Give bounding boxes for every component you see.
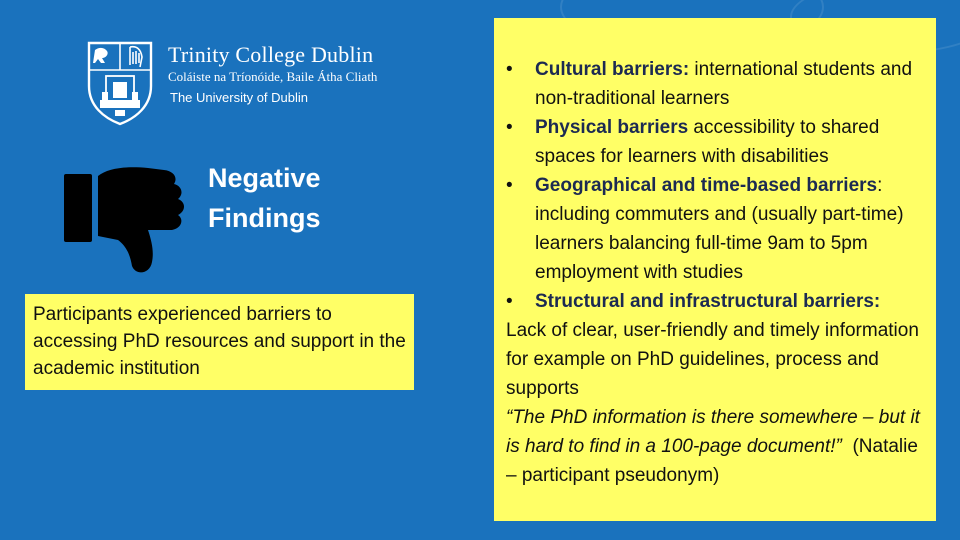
finding-item	[506, 55, 926, 113]
findings-box	[494, 18, 936, 521]
summary-text: Participants experienced barriers to accessing PhD resources and support in the academic institution	[33, 304, 406, 379]
finding-item	[506, 171, 926, 287]
summary-box	[25, 294, 414, 390]
title-line-1: Negative	[208, 163, 321, 193]
page-title	[208, 158, 321, 238]
finding-text: international students and non-traditional learners	[535, 59, 913, 109]
thumbs-down-icon	[62, 162, 188, 280]
title-line-2: Findings	[208, 203, 321, 233]
logo-subtitle: Coláiste na Tríonóide, Baile Átha Cliath	[168, 69, 378, 84]
quote-attribution: (Natalie – participant pseudonym)	[506, 436, 924, 486]
finding-item	[506, 287, 926, 316]
finding-text: accessibility to shared spaces for learners with disabilities	[535, 117, 880, 167]
participant-quote: “The PhD information is there somewhere – but it is hard to find in a 100-page document!”	[506, 407, 920, 457]
quote-block	[506, 403, 926, 490]
crest-icon	[86, 40, 154, 126]
finding-title: Geographical and time-based barriers	[535, 175, 878, 196]
structural-text: Lack of clear, user-friendly and timely information for example on PhD guidelines, process and supports	[506, 320, 919, 399]
logo-university: The University of Dublin	[170, 90, 308, 105]
finding-title: Structural and infrastructural barriers:	[535, 291, 881, 312]
finding-item	[506, 113, 926, 171]
finding-text: : including commuters and (usually part-time) learners balancing full-time 9am to 5pm employment with studies	[535, 175, 904, 283]
logo-title: Trinity College Dublin	[168, 42, 374, 67]
finding-title: Physical barriers	[535, 117, 689, 138]
finding-title: Cultural barriers:	[535, 59, 690, 80]
tcd-logo	[86, 40, 416, 130]
